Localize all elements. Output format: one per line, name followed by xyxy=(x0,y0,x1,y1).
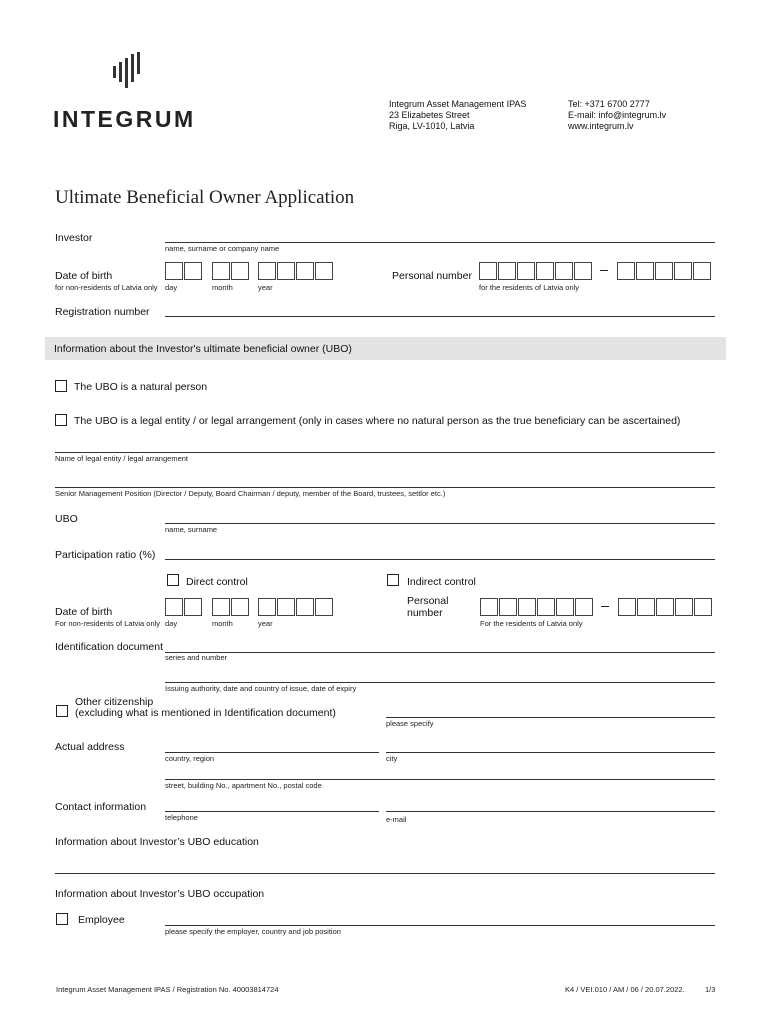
investor-hint: name, surname or company name xyxy=(165,244,280,253)
pn-box[interactable] xyxy=(499,598,517,616)
day-hint: day xyxy=(165,619,178,628)
email-input[interactable] xyxy=(386,811,715,812)
education-input[interactable] xyxy=(55,873,715,874)
pn-box[interactable] xyxy=(656,598,674,616)
pn-box[interactable] xyxy=(694,598,712,616)
participation-label: Participation ratio (%) xyxy=(55,549,156,561)
ubo-dob-day-box[interactable] xyxy=(184,598,202,616)
logo-mark xyxy=(131,54,134,82)
legal-name-input[interactable] xyxy=(55,452,715,453)
pn-box[interactable] xyxy=(518,598,536,616)
ubo-name-input[interactable] xyxy=(165,523,715,524)
senior-position-input[interactable] xyxy=(55,487,715,488)
ubo-dob-day-box[interactable] xyxy=(165,598,183,616)
month-hint: month xyxy=(212,283,233,292)
education-label: Information about Investor’s UBO education xyxy=(55,836,259,848)
ubo-dob-year-box[interactable] xyxy=(315,598,333,616)
natural-person-checkbox[interactable] xyxy=(55,380,67,392)
year-hint: year xyxy=(258,283,273,292)
ubo-dob-month-box[interactable] xyxy=(231,598,249,616)
registration-input[interactable] xyxy=(165,316,715,317)
email-hint: e-mail xyxy=(386,815,407,824)
city-input[interactable] xyxy=(386,752,715,753)
brand-name: INTEGRUM xyxy=(53,106,196,132)
ubo-dob-year-box[interactable] xyxy=(258,598,276,616)
dob-year-box[interactable] xyxy=(258,262,276,280)
contact-line: E-mail: info@integrum.lv xyxy=(568,110,667,120)
dob-month-box[interactable] xyxy=(212,262,230,280)
dob-month-box[interactable] xyxy=(231,262,249,280)
pn-box[interactable] xyxy=(693,262,711,280)
pn-box[interactable] xyxy=(536,262,554,280)
company-line: Integrum Asset Management IPAS xyxy=(389,99,527,109)
pn-box[interactable] xyxy=(637,598,655,616)
other-citizenship-input[interactable] xyxy=(386,717,715,718)
ubo-dob-note: For non-residents of Latvia only xyxy=(55,619,161,628)
pn-box[interactable] xyxy=(617,262,635,280)
page-title: Ultimate Beneficial Owner Application xyxy=(55,187,355,208)
company-line: 23 Elizabetes Street xyxy=(389,110,470,120)
dob-note: for non-residents of Latvia only xyxy=(55,283,158,292)
ubo-dob-month-box[interactable] xyxy=(212,598,230,616)
other-citizenship-note: (excluding what is mentioned in Identification document) xyxy=(75,707,336,719)
id-issuing-input[interactable] xyxy=(165,682,715,683)
ubo-pn-note: For the residents of Latvia only xyxy=(480,619,583,628)
pn-box[interactable] xyxy=(479,262,497,280)
other-citizenship-checkbox[interactable] xyxy=(56,705,68,717)
investor-label: Investor xyxy=(55,232,93,244)
pn-box[interactable] xyxy=(636,262,654,280)
personal-number-label: Personal number xyxy=(392,270,472,282)
pn-box[interactable] xyxy=(674,262,692,280)
please-specify-hint: please specify xyxy=(386,719,434,728)
pn-box[interactable] xyxy=(575,598,593,616)
natural-person-label: The UBO is a natural person xyxy=(74,381,208,393)
dob-day-box[interactable] xyxy=(184,262,202,280)
dash xyxy=(600,270,608,271)
dob-year-box[interactable] xyxy=(296,262,314,280)
employee-checkbox[interactable] xyxy=(56,913,68,925)
ubo-name-hint: name, surname xyxy=(165,525,218,534)
personal-number-note: for the residents of Latvia only xyxy=(479,283,580,292)
legal-name-hint: Name of legal entity / legal arrangement xyxy=(55,454,188,463)
ubo-label: UBO xyxy=(55,513,78,525)
pn-box[interactable] xyxy=(537,598,555,616)
id-issuing-hint: Issuing authority, date and country of issue, date of expiry xyxy=(165,684,357,693)
ubo-dob-year-box[interactable] xyxy=(277,598,295,616)
pn-box[interactable] xyxy=(655,262,673,280)
pn-box[interactable] xyxy=(480,598,498,616)
contact-label: Contact information xyxy=(55,801,147,813)
ubo-pn-label-2: number xyxy=(407,607,443,619)
employee-hint: please specify the employer, country and job position xyxy=(165,927,341,936)
address-label: Actual address xyxy=(55,741,125,753)
dob-day-box[interactable] xyxy=(165,262,183,280)
pn-box[interactable] xyxy=(555,262,573,280)
footer-right: K4 / VEI.010 / AM / 06 / 20.07.2022. xyxy=(565,985,685,994)
year-hint: year xyxy=(258,619,273,628)
footer-left: Integrum Asset Management IPAS / Registration No. 40003814724 xyxy=(56,985,279,994)
ubo-pn-label-1: Personal xyxy=(407,595,449,607)
logo-mark xyxy=(137,52,140,74)
pn-box[interactable] xyxy=(574,262,592,280)
company-address xyxy=(389,99,526,132)
country-input[interactable] xyxy=(165,752,379,753)
other-citizenship-label: Other citizenship xyxy=(75,696,154,708)
employee-input[interactable] xyxy=(165,925,715,926)
street-hint: street, building No., apartment No., postal code xyxy=(165,781,322,790)
pn-box[interactable] xyxy=(517,262,535,280)
month-hint: month xyxy=(212,619,233,628)
company-line: Riga, LV-1010, Latvia xyxy=(389,121,475,131)
dash xyxy=(601,606,609,607)
page-number: 1/3 xyxy=(705,985,716,994)
telephone-hint: telephone xyxy=(165,813,198,822)
ubo-dob-year-box[interactable] xyxy=(296,598,314,616)
legal-entity-label: The UBO is a legal entity / or legal arrangement (only in cases where no natural person as the true beneficiary can be ascertained) xyxy=(74,415,681,427)
pn-box[interactable] xyxy=(675,598,693,616)
occupation-label: Information about Investor’s UBO occupation xyxy=(55,888,265,900)
dob-label: Date of birth xyxy=(55,270,113,282)
logo-mark xyxy=(119,62,122,82)
contact-line: Tel: +371 6700 2777 xyxy=(568,99,650,109)
id-series-hint: series and number xyxy=(165,653,228,662)
pn-box[interactable] xyxy=(556,598,574,616)
participation-input[interactable] xyxy=(165,559,715,560)
registration-label: Registration number xyxy=(55,306,150,318)
logo-mark xyxy=(125,58,128,88)
id-series-input[interactable] xyxy=(165,652,715,653)
indirect-control-label: Indirect control xyxy=(407,576,476,588)
logo-mark xyxy=(113,66,116,78)
ubo-dob-label: Date of birth xyxy=(55,606,113,618)
investor-input[interactable] xyxy=(165,242,715,243)
employee-label: Employee xyxy=(78,914,125,926)
city-hint: city xyxy=(386,754,398,763)
id-doc-label: Identification document xyxy=(55,641,163,653)
pn-box[interactable] xyxy=(618,598,636,616)
legal-entity-checkbox[interactable] xyxy=(55,414,67,426)
day-hint: day xyxy=(165,283,178,292)
direct-control-checkbox[interactable] xyxy=(167,574,179,586)
company-contact xyxy=(568,99,666,132)
senior-position-hint: Senior Management Position (Director / Deputy, Board Chairman / deputy, member of the Board, trustees, settlor etc.) xyxy=(55,489,446,498)
country-hint: country, region xyxy=(165,754,215,763)
indirect-control-checkbox[interactable] xyxy=(387,574,399,586)
pn-box[interactable] xyxy=(498,262,516,280)
contact-line: www.integrum.lv xyxy=(568,121,634,131)
dob-year-box[interactable] xyxy=(277,262,295,280)
section-title: Information about the Investor's ultimate beneficial owner (UBO) xyxy=(54,343,352,355)
section-header xyxy=(45,337,726,360)
dob-year-box[interactable] xyxy=(315,262,333,280)
telephone-input[interactable] xyxy=(165,811,379,812)
direct-control-label: Direct control xyxy=(186,576,248,588)
street-input[interactable] xyxy=(165,779,715,780)
